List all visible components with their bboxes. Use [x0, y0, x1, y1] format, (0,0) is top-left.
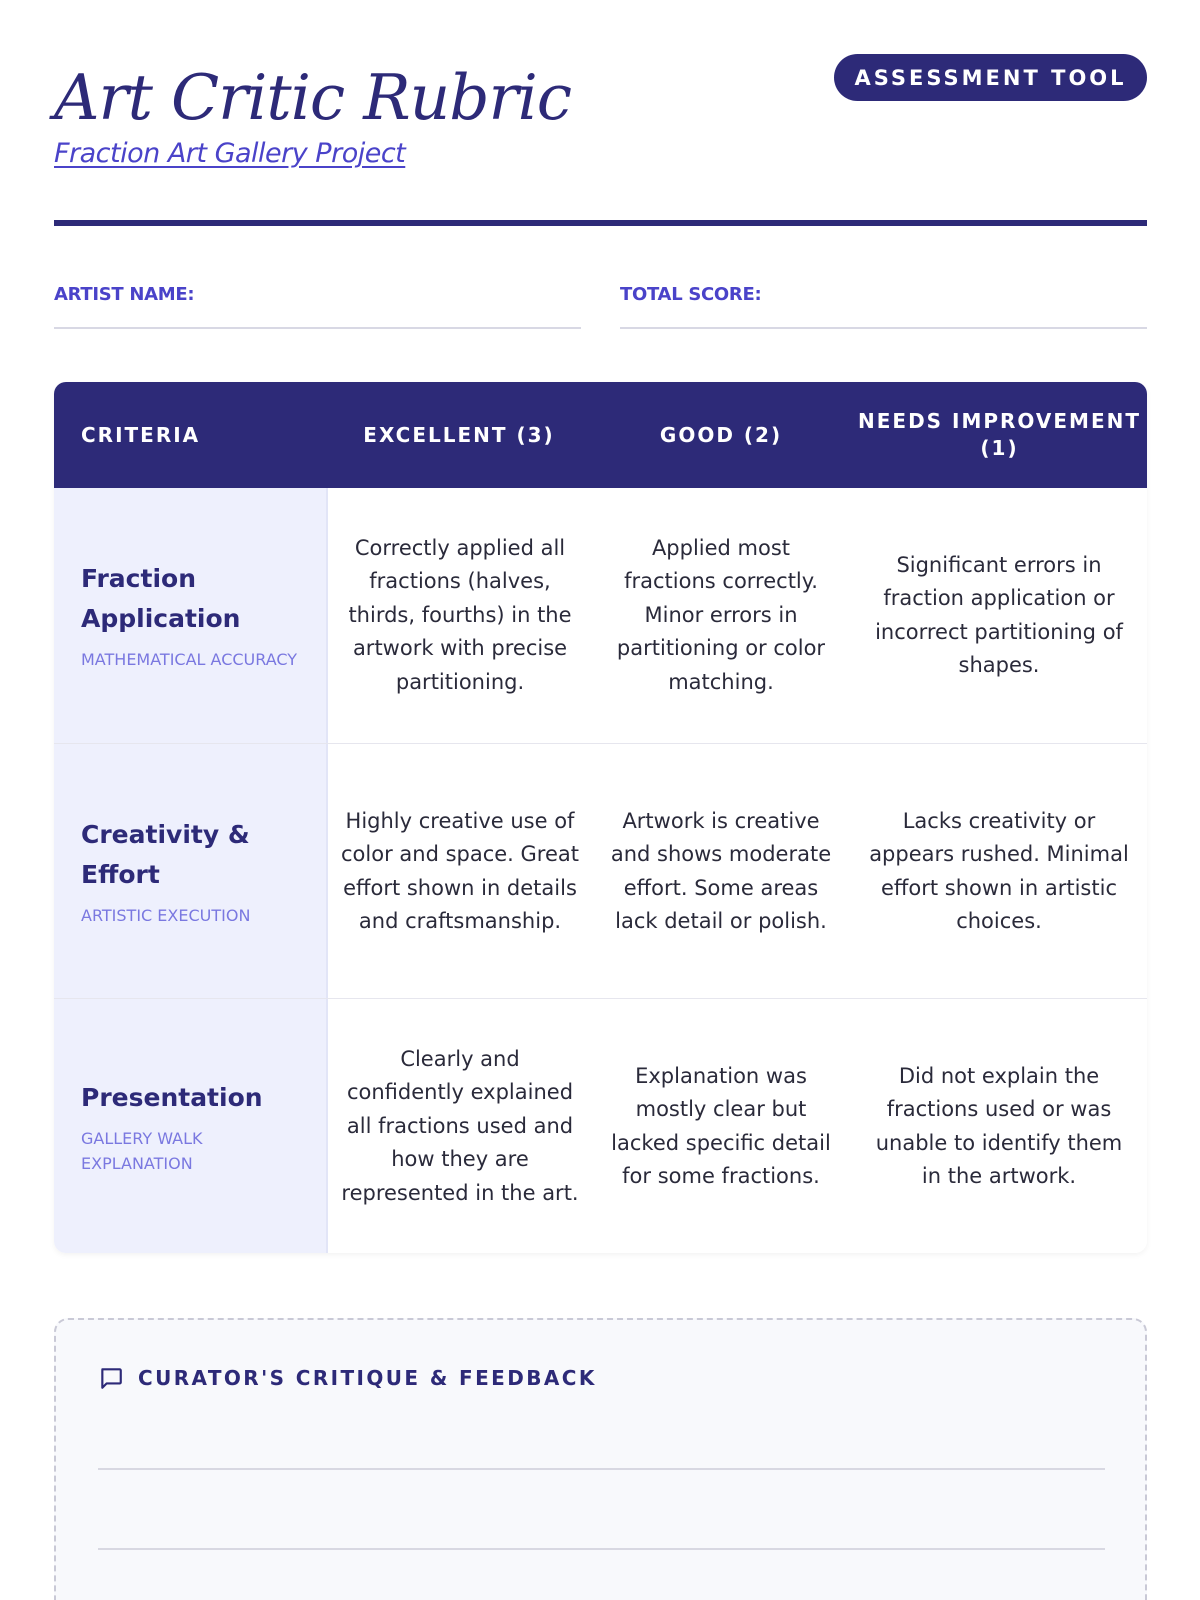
artist-name-field[interactable] [54, 284, 581, 329]
excellent-cell: Clearly and confidently explained all fractions used and how they are represented in the art. [341, 1046, 579, 1205]
header-divider [54, 220, 1147, 226]
criteria-name: Fraction Application [81, 564, 241, 633]
needs-improvement-cell: Lacks creativity or appears rushed. Minimal effort shown in artistic choices. [869, 808, 1129, 933]
artist-name-label: ARTIST NAME: [54, 284, 195, 305]
critique-header [98, 1365, 597, 1391]
table-row [54, 743, 1147, 998]
excellent-cell: Highly creative use of color and space. Great effort shown in details and craftsmanship. [341, 808, 579, 933]
rubric-header [54, 382, 1147, 488]
column-header-needs-improvement: NEEDS IMPROVEMENT (1) [858, 409, 1141, 460]
project-subtitle: Fraction Art Gallery Project [54, 138, 406, 169]
good-cell: Artwork is creative and shows moderate effort. Some areas lack detail or polish. [610, 808, 832, 933]
feedback-writing-line[interactable] [98, 1468, 1105, 1470]
feedback-writing-line[interactable] [98, 1548, 1105, 1550]
criteria-cell [54, 488, 328, 743]
criteria-cell [54, 744, 328, 999]
critique-title: CURATOR'S CRITIQUE & FEEDBACK [138, 1366, 597, 1390]
chat-bubble-icon [98, 1365, 124, 1391]
table-row [54, 488, 1147, 743]
header [54, 50, 1147, 230]
page-title: Art Critic Rubric [54, 61, 572, 134]
criteria-subtitle: GALLERY WALK EXPLANATION [81, 1128, 203, 1173]
column-header-excellent: EXCELLENT (3) [363, 422, 555, 447]
good-cell: Explanation was mostly clear but lacked specific detail for some fractions. [611, 1063, 831, 1188]
assessment-badge: ASSESSMENT TOOL [834, 54, 1147, 101]
table-row [54, 998, 1147, 1253]
column-header-criteria: CRITERIA [81, 422, 201, 447]
column-header-good: GOOD (2) [659, 422, 783, 447]
needs-improvement-cell: Did not explain the fractions used or was unable to identify them in the artwork. [875, 1063, 1123, 1188]
criteria-name: Presentation [81, 1082, 263, 1112]
total-score-field[interactable] [620, 284, 1147, 329]
criteria-subtitle: MATHEMATICAL ACCURACY [81, 650, 298, 669]
rubric-table [54, 382, 1147, 1253]
needs-improvement-cell: Significant errors in fraction application or incorrect partitioning of shapes. [875, 552, 1123, 677]
criteria-name: Creativity & Effort [81, 820, 250, 889]
criteria-cell [54, 999, 328, 1253]
criteria-subtitle: ARTISTIC EXECUTION [81, 906, 251, 925]
excellent-cell: Correctly applied all fractions (halves, thirds, fourths) in the artwork with precise partitioning. [348, 535, 572, 694]
total-score-label: TOTAL SCORE: [620, 284, 762, 305]
critique-panel[interactable] [54, 1318, 1147, 1600]
good-cell: Applied most fractions correctly. Minor errors in partitioning or color matching. [616, 535, 826, 694]
